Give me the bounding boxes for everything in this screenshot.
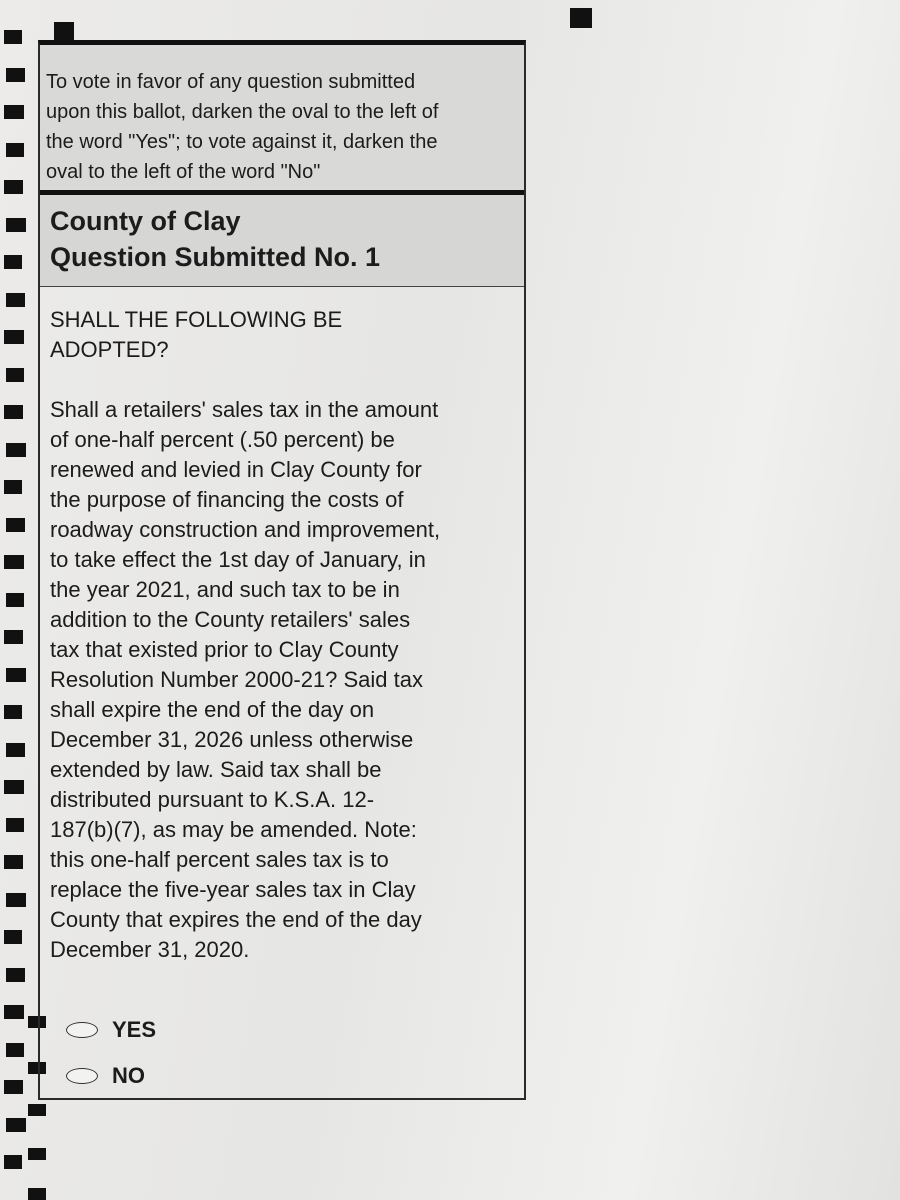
yes-oval[interactable] — [66, 1022, 98, 1038]
question-body-line: tax that existed prior to Clay County — [50, 637, 399, 662]
instruction-line: oval to the left of the word "No" — [46, 161, 321, 183]
question-body-line: renewed and levied in Clay County for — [50, 457, 422, 482]
question-body-line: Resolution Number 2000-21? Said tax — [50, 667, 424, 692]
timing-mark — [4, 255, 22, 269]
timing-mark — [4, 555, 24, 569]
timing-mark — [54, 22, 74, 40]
no-option[interactable] — [66, 1061, 145, 1091]
timing-mark — [6, 518, 25, 532]
yes-option[interactable] — [66, 1015, 156, 1045]
question-body-line: December 31, 2020. — [50, 937, 250, 962]
question-body-line: December 31, 2026 unless otherwise — [50, 727, 414, 752]
question-body-line: addition to the County retailers' sales — [50, 607, 411, 632]
question-body-line: 187(b)(7), as may be amended. Note: — [50, 817, 417, 842]
timing-mark — [4, 105, 24, 119]
question-body-line: this one-half percent sales tax is to — [50, 847, 389, 872]
question-body-line: of one-half percent (.50 percent) be — [50, 427, 395, 452]
ballot-contest-box — [38, 40, 526, 1100]
no-oval[interactable] — [66, 1068, 98, 1084]
question-body-line: roadway construction and improvement, — [50, 517, 441, 542]
timing-mark — [28, 1148, 46, 1160]
timing-mark — [4, 30, 22, 44]
voting-instructions — [40, 45, 524, 195]
timing-mark — [4, 855, 23, 869]
timing-mark — [4, 405, 23, 419]
question-body-line: County that expires the end of the day — [50, 907, 422, 932]
question-body-line: extended by law. Said tax shall be — [50, 757, 382, 782]
timing-mark — [6, 968, 25, 982]
timing-mark — [4, 1005, 24, 1019]
question-title: Question Submitted No. 1 — [50, 242, 381, 272]
timing-mark — [6, 293, 25, 307]
timing-mark — [6, 668, 26, 682]
yes-label: YES — [112, 1017, 157, 1042]
timing-mark — [4, 180, 23, 194]
timing-mark — [6, 1118, 26, 1132]
timing-mark — [4, 630, 23, 644]
timing-mark — [4, 1080, 23, 1094]
timing-mark — [6, 143, 24, 157]
timing-mark — [28, 1104, 46, 1116]
question-body-line: the year 2021, and such tax to be in — [50, 577, 400, 602]
question-body-line: distributed pursuant to K.S.A. 12- — [50, 787, 375, 812]
timing-mark — [6, 368, 24, 382]
question-text — [40, 287, 524, 965]
timing-mark — [6, 818, 24, 832]
question-heading-line: SHALL THE FOLLOWING BE — [50, 307, 343, 332]
timing-mark — [4, 480, 22, 494]
timing-mark — [4, 705, 22, 719]
question-body-line: the purpose of financing the costs of — [50, 487, 404, 512]
no-label: NO — [112, 1063, 145, 1088]
question-heading-line: ADOPTED? — [50, 337, 169, 362]
question-body-line: Shall a retailers' sales tax in the amount — [50, 397, 439, 422]
timing-mark — [4, 780, 24, 794]
timing-mark — [6, 593, 24, 607]
timing-mark — [4, 930, 22, 944]
timing-mark — [6, 68, 25, 82]
question-body-line: shall expire the end of the day on — [50, 697, 375, 722]
timing-mark — [6, 1043, 24, 1057]
timing-mark — [6, 743, 25, 757]
timing-mark — [6, 443, 26, 457]
timing-mark — [4, 330, 24, 344]
county-title: County of Clay — [50, 206, 241, 236]
instruction-line: To vote in favor of any question submitted — [46, 71, 416, 93]
question-body-line: to take effect the 1st day of January, in — [50, 547, 426, 572]
instruction-line: upon this ballot, darken the oval to the left of — [46, 101, 439, 123]
timing-mark — [6, 218, 26, 232]
contest-header — [40, 195, 524, 287]
timing-mark — [6, 893, 26, 907]
timing-mark — [4, 1155, 22, 1169]
question-body-line: replace the five-year sales tax in Clay — [50, 877, 416, 902]
timing-mark — [28, 1188, 46, 1200]
instruction-line: the word "Yes"; to vote against it, darken the — [46, 131, 438, 153]
timing-mark — [570, 8, 592, 28]
